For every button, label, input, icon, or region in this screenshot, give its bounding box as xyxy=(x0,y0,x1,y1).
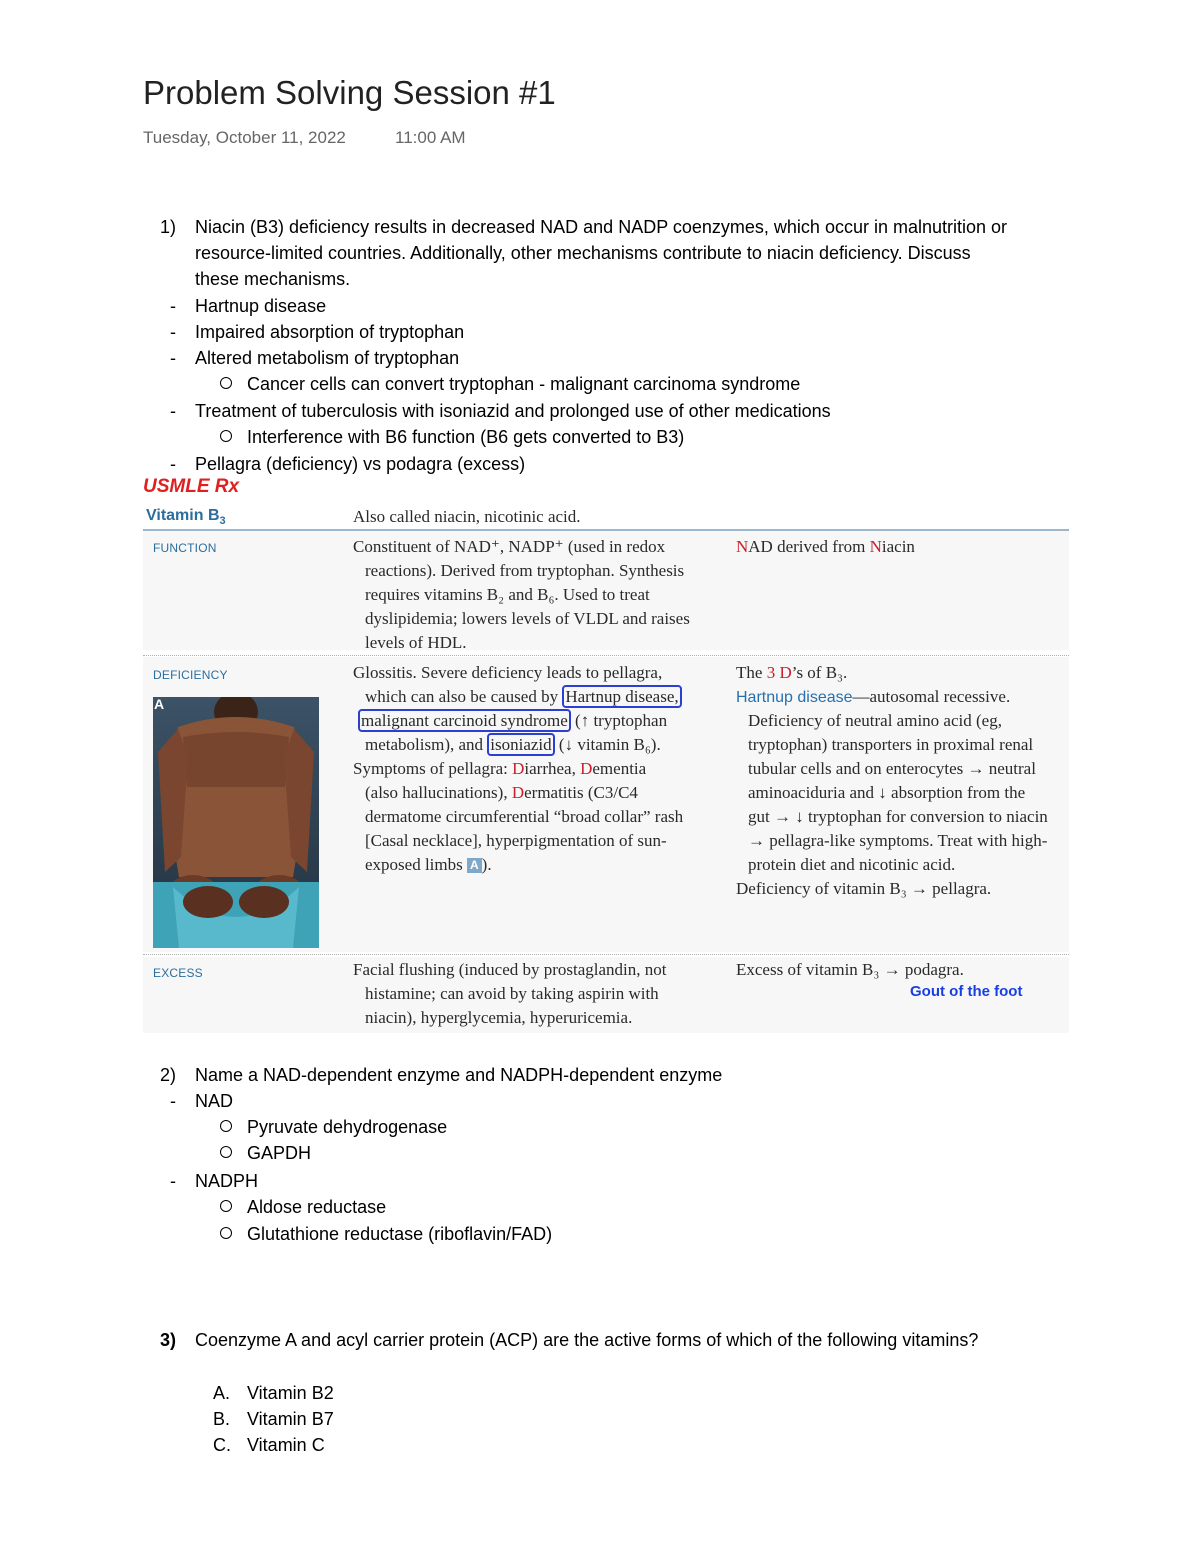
function-text: Constituent of NAD⁺, NADP⁺ (used in redox xyxy=(353,537,666,556)
dash-bullet: - xyxy=(170,296,176,316)
circle-bullet-icon xyxy=(220,1200,232,1212)
question-text-line: Niacin (B3) deficiency results in decreased NAD and NADP coenzymes, which occur in malnutrition or xyxy=(195,217,1008,237)
circle-bullet-icon xyxy=(220,377,232,389)
highlight-box: isoniazid xyxy=(487,733,554,756)
highlight-box: Hartnup disease, xyxy=(562,685,681,708)
list-item: Aldose reductase xyxy=(247,1197,387,1217)
deficiency-text: (also hallucinations), Dermatitis (C3/C4 xyxy=(365,783,638,802)
highlight-box: malignant carcinoid syndrome xyxy=(358,709,571,732)
dash-bullet: - xyxy=(170,454,176,474)
function-note: NAD derived from Niacin xyxy=(736,537,915,556)
deficiency-text: metabolism), and isoniazid (↓ vitamin B₆). xyxy=(365,735,661,754)
deficiency-text: [Casal necklace], hyperpigmentation of sun- xyxy=(365,831,667,850)
function-header: FUNCTION xyxy=(153,541,217,555)
time-text: 11:00 AM xyxy=(395,128,466,147)
deficiency-text: exposed limbs A ). xyxy=(365,855,492,874)
excess-note: Excess of vitamin B₃ → podagra. xyxy=(736,960,964,979)
circle-bullet-icon xyxy=(220,1146,232,1158)
hartnup-text: tryptophan) transporters in proximal renal xyxy=(748,735,1034,754)
question-text: Name a NAD-dependent enzyme and NADPH-dependent enzyme xyxy=(195,1065,723,1085)
circle-bullet-icon xyxy=(220,1120,232,1132)
list-item: Treatment of tuberculosis with isoniazid and prolonged use of other medications xyxy=(195,401,831,421)
deficiency-text: Glossitis. Severe deficiency leads to pellagra, xyxy=(353,663,663,682)
dash-bullet: - xyxy=(170,401,176,421)
deficiency-b3-note: Deficiency of vitamin B₃ → pellagra. xyxy=(736,879,992,898)
hartnup-text: protein diet and nicotinic acid. xyxy=(748,855,956,874)
hartnup-text: aminoaciduria and ↓ absorption from the xyxy=(748,783,1026,802)
list-item: Impaired absorption of tryptophan xyxy=(195,322,465,342)
excess-text: niacin), hyperglycemia, hyperuricemia. xyxy=(365,1008,633,1027)
divider xyxy=(143,954,1069,955)
question-text-line: resource-limited countries. Additionally, other mechanisms contribute to niacin deficiency. Discuss xyxy=(195,243,971,263)
option-letter: A. xyxy=(213,1383,231,1403)
function-text: reactions). Derived from tryptophan. Synthesis xyxy=(365,561,685,580)
option-text: Vitamin B7 xyxy=(247,1409,334,1429)
question-number: 2) xyxy=(159,1065,176,1085)
circle-bullet-icon xyxy=(220,1227,232,1239)
deficiency-text: Symptoms of pellagra: Diarrhea, Dementia xyxy=(353,759,647,778)
hartnup-text: gut → ↓ tryptophan for conversion to niacin xyxy=(748,807,1048,826)
dash-bullet: - xyxy=(170,1171,176,1191)
vitamin-heading: Vitamin $B_3$ xyxy=(146,507,226,528)
dash-bullet: - xyxy=(170,322,176,342)
list-item: NAD xyxy=(195,1091,234,1111)
question-text: Coenzyme A and acyl carrier protein (ACP) are the active forms of which of the following vitamins? xyxy=(195,1330,979,1350)
three-ds-note: The 3 D’s of B₃. xyxy=(736,663,848,682)
list-item: GAPDH xyxy=(247,1143,312,1163)
list-item: Altered metabolism of tryptophan xyxy=(195,348,460,368)
date-text: Tuesday, October 11, 2022 xyxy=(143,128,346,147)
question-number: 1) xyxy=(159,217,176,237)
divider xyxy=(143,655,1069,656)
list-item: NADPH xyxy=(195,1171,259,1191)
usmle-rx-label: USMLE Rx xyxy=(143,476,240,497)
option-text: Vitamin B2 xyxy=(247,1383,334,1403)
option-text: Vitamin C xyxy=(247,1435,325,1455)
list-item: Interference with B6 function (B6 gets converted to B3) xyxy=(247,427,685,447)
figure-ref-badge: A xyxy=(467,858,482,873)
deficiency-text: dermatome circumferential “broad collar” rash xyxy=(365,807,684,826)
list-item: Pellagra (deficiency) vs podagra (excess) xyxy=(195,454,526,474)
deficiency-text: malignant carcinoid syndrome (↑ tryptophan xyxy=(358,709,667,733)
hartnup-text: Deficiency of neutral amino acid (eg, xyxy=(748,711,1002,730)
gout-annotation: Gout of the foot xyxy=(910,983,1023,1000)
list-item: Glutathione reductase (riboflavin/FAD) xyxy=(247,1224,553,1244)
deficiency-header: DEFICIENCY xyxy=(153,668,228,682)
list-item: Hartnup disease xyxy=(195,296,327,316)
pellagra-photo xyxy=(153,697,319,948)
photo-label: A xyxy=(154,696,165,712)
divider xyxy=(143,529,1069,531)
deficiency-text: which can also be caused by Hartnup disease, xyxy=(365,685,682,709)
list-item: Cancer cells can convert tryptophan - malignant carcinoma syndrome xyxy=(247,374,801,394)
function-text: requires vitamins B₂ and B₆. Used to treat xyxy=(365,585,650,604)
excess-header: EXCESS xyxy=(153,966,203,980)
list-item: Pyruvate dehydrogenase xyxy=(247,1117,448,1137)
dash-bullet: - xyxy=(170,1091,176,1111)
hartnup-text: tubular cells and on enterocytes → neutral xyxy=(748,759,1036,778)
option-letter: B. xyxy=(213,1409,231,1429)
option-letter: C. xyxy=(213,1435,231,1455)
function-text: dyslipidemia; lowers levels of VLDL and raises xyxy=(365,609,690,628)
circle-bullet-icon xyxy=(220,430,232,442)
dash-bullet: - xyxy=(170,348,176,368)
hartnup-note: Hartnup disease—autosomal recessive. xyxy=(736,687,1011,706)
excess-text: histamine; can avoid by taking aspirin with xyxy=(365,984,659,1003)
hartnup-text: → pellagra-like symptoms. Treat with high- xyxy=(748,831,1048,850)
question-number: 3) xyxy=(159,1330,176,1350)
question-text-line: these mechanisms. xyxy=(195,269,351,289)
function-text: levels of HDL. xyxy=(365,633,467,652)
excess-text: Facial flushing (induced by prostaglandin, not xyxy=(353,960,667,979)
aka-text: Also called niacin, nicotinic acid. xyxy=(353,507,581,526)
page-title: Problem Solving Session #1 xyxy=(143,74,556,111)
